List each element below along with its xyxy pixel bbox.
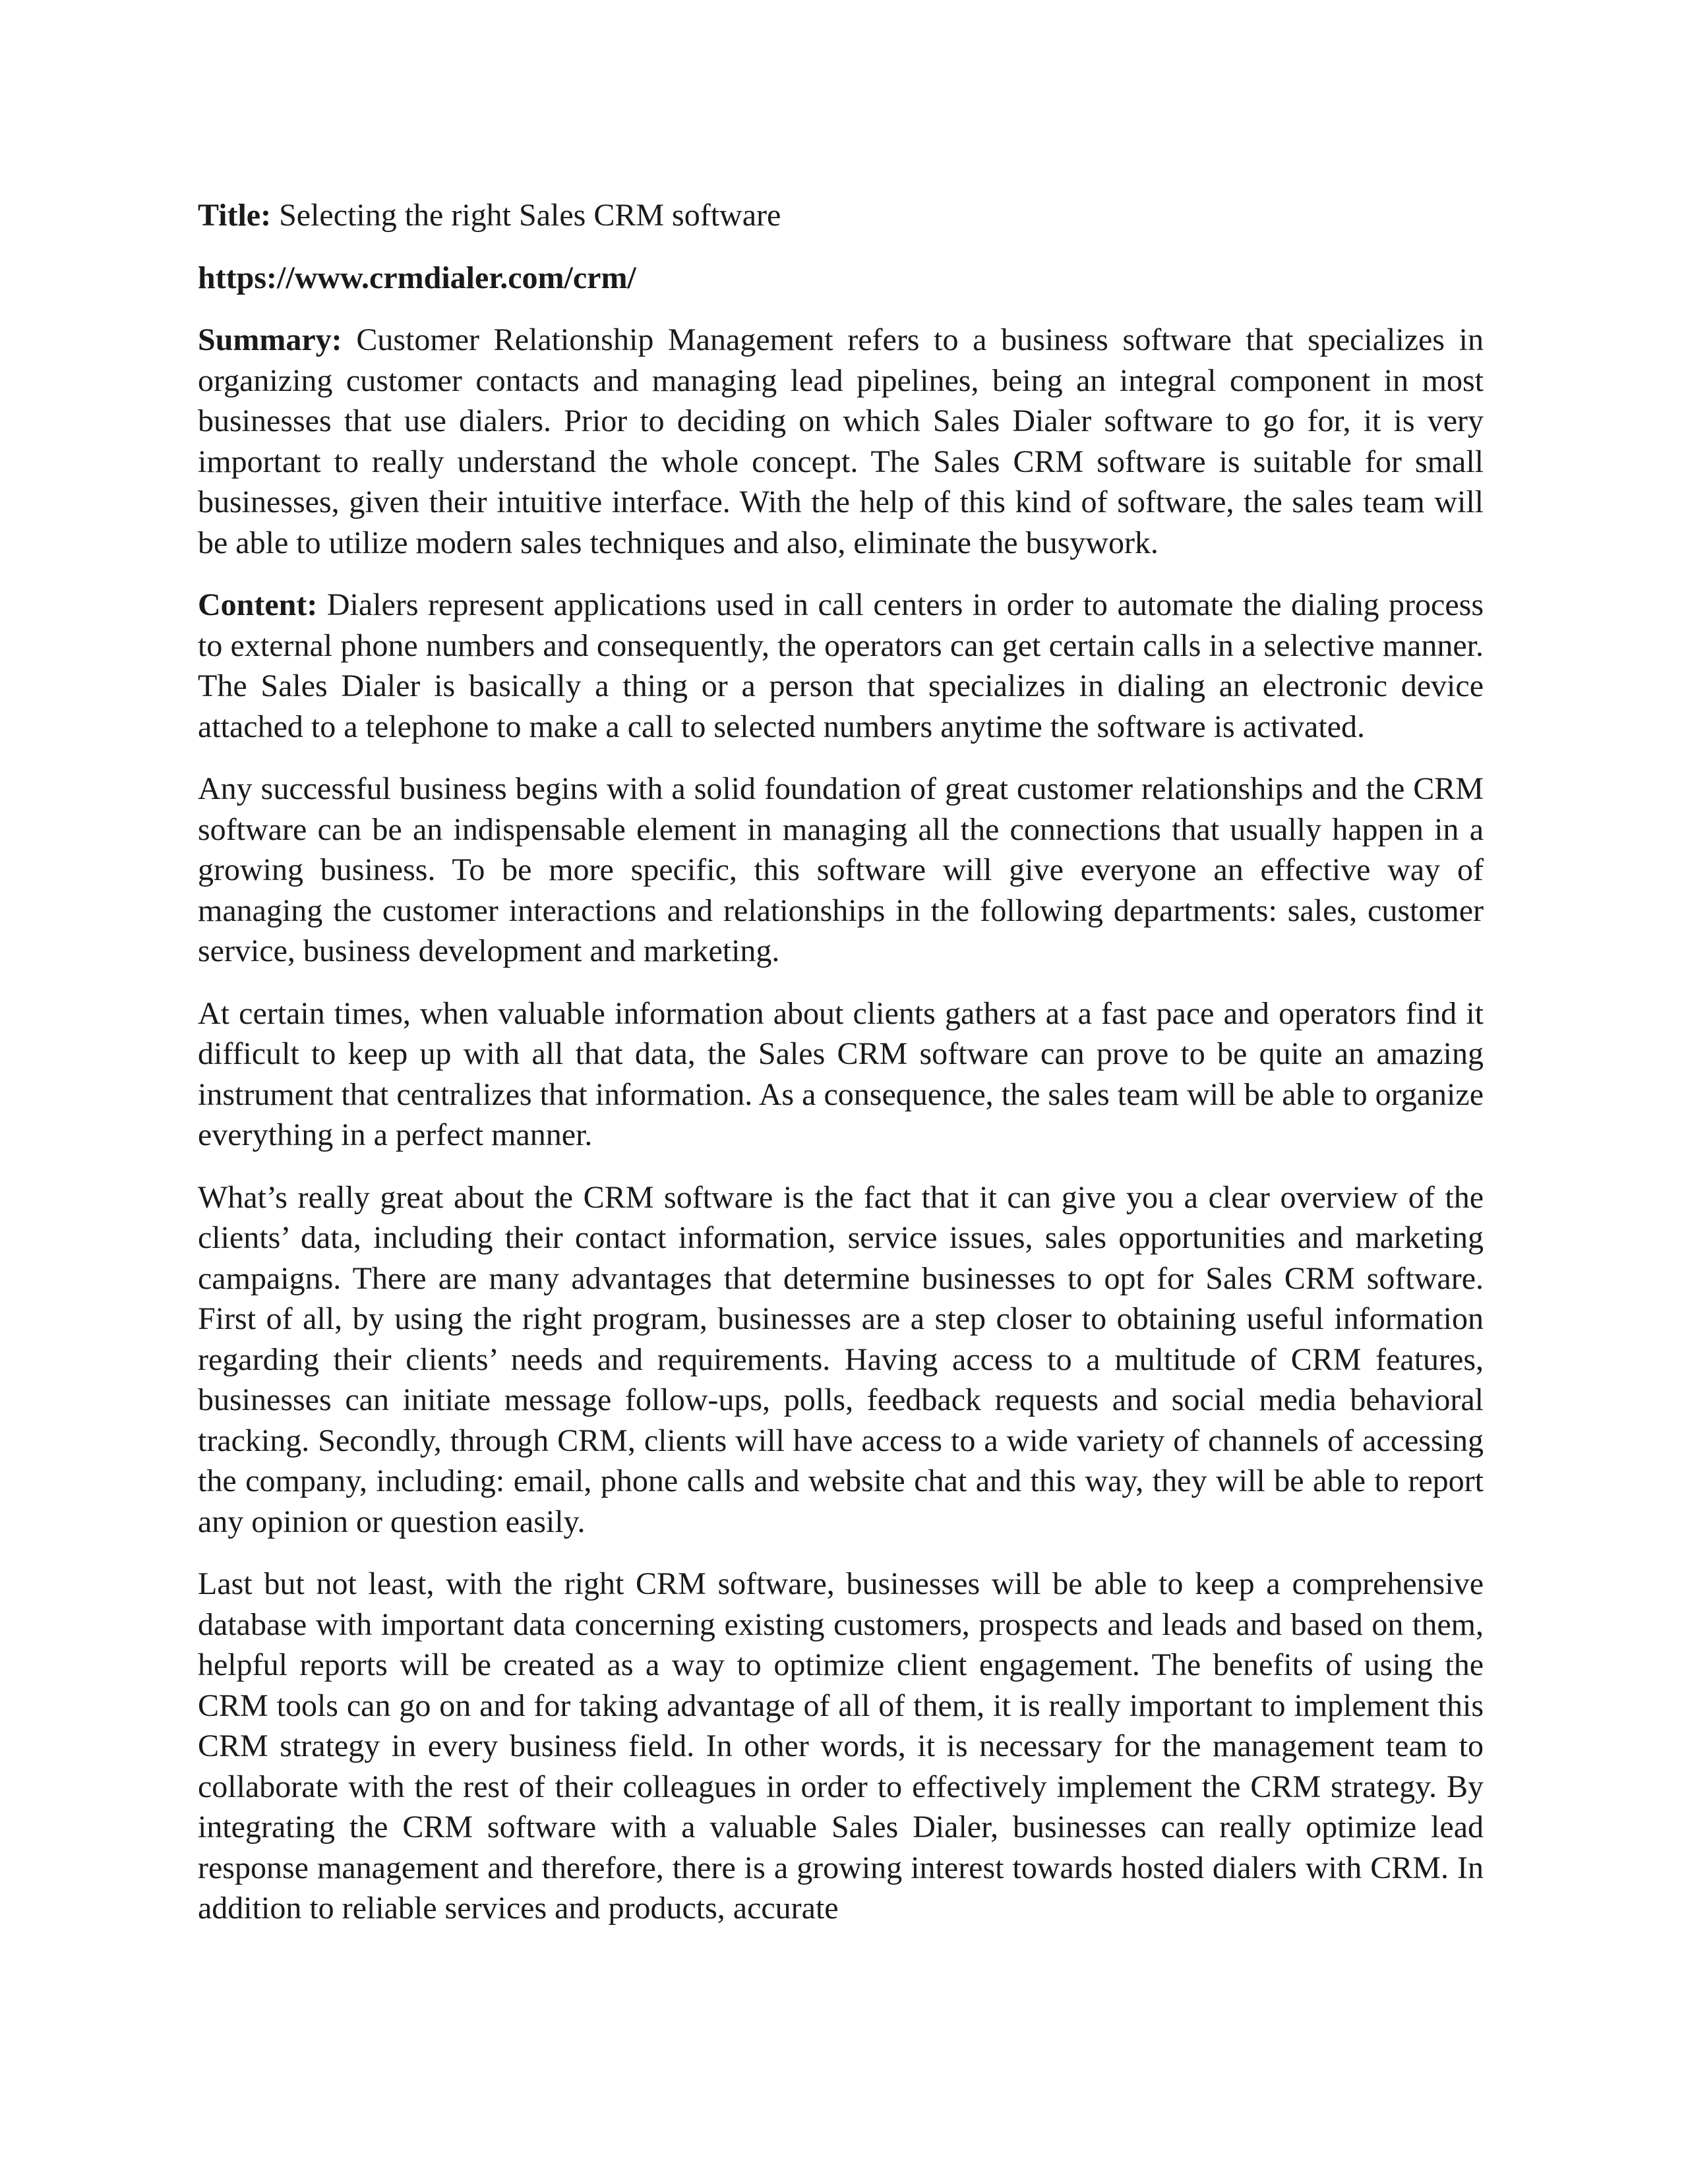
- body-paragraph-1: Any successful business begins with a solid foundation of great customer relationships and the CRM software can be an indispensable element in managing all the connections that usually happen in a growing business. To be more specific, this software will give everyone an effective way of managing the customer interactions and relationships in the following departments: sales, customer service, business development and marketing.: [198, 771, 1484, 968]
- document-body: [198, 195, 1484, 1951]
- source-url: https://www.crmdialer.com/crm/: [198, 260, 636, 295]
- title-text: Selecting the right Sales CRM software: [279, 198, 781, 233]
- body-paragraph-4: Last but not least, with the right CRM software, businesses will be able to keep a comprehensive database with important data concerning existing customers, prospects and leads and based on them, helpful reports will be created as a way to optimize client engagement. The benefits of using the CRM tools can go on and for taking advantage of all of them, it is really important to implement this CRM strategy in every business field. In other words, it is necessary for the management team to collaborate with the rest of their colleagues in order to effectively implement the CRM strategy. By integrating the CRM software with a valuable Sales Dialer, businesses can really optimize lead response management and therefore, there is a growing interest towards hosted dialers with CRM. In addition to reliable services and products, accurate: [198, 1566, 1484, 1926]
- summary-label: Summary:: [198, 322, 342, 357]
- content-label: Content:: [198, 587, 318, 622]
- summary-text: Customer Relationship Management refers to a business software that specializes in organizing customer contacts and managing lead pipelines, being an integral component in most businesses that use dialers. Prior to deciding on which Sales Dialer software to go for, it is very important to really understand the whole concept. The Sales CRM software is suitable for small businesses, given their intuitive interface. With the help of this kind of software, the sales team will be able to utilize modern sales techniques and also, eliminate the busywork.: [198, 322, 1484, 560]
- title-label: Title:: [198, 198, 272, 233]
- body-paragraph-2: At certain times, when valuable information about clients gathers at a fast pace and operators find it difficult to keep up with all that data, the Sales CRM software can prove to be quite an amazing instrument that centralizes that information. As a consequence, the sales team will be able to organize everything in a perfect manner.: [198, 995, 1484, 1152]
- title-line: [198, 195, 1484, 236]
- body-paragraph-3: What’s really great about the CRM software is the fact that it can give you a clear overview of the clients’ data, including their contact information, service issues, sales opportunities and marketing campaigns. There are many advantages that determine businesses to opt for Sales CRM software. First of all, by using the right program, businesses are a step closer to obtaining useful information regarding their clients’ needs and requirements. Having access to a multitude of CRM features, businesses can initiate message follow-ups, polls, feedback requests and social media behavioral tracking. Secondly, through CRM, clients will have access to a wide variety of channels of accessing the company, including: email, phone calls and website chat and this way, they will be able to report any opinion or question easily.: [198, 1179, 1484, 1539]
- content-paragraph: [198, 585, 1484, 747]
- summary-paragraph: [198, 320, 1484, 563]
- content-text: Dialers represent applications used in call centers in order to automate the dialing process to external phone numbers and consequently, the operators can get certain calls in a selective manner. The Sales Dialer is basically a thing or a person that specializes in dialing an electronic device attached to a telephone to make a call to selected numbers anytime the software is activated.: [198, 587, 1484, 744]
